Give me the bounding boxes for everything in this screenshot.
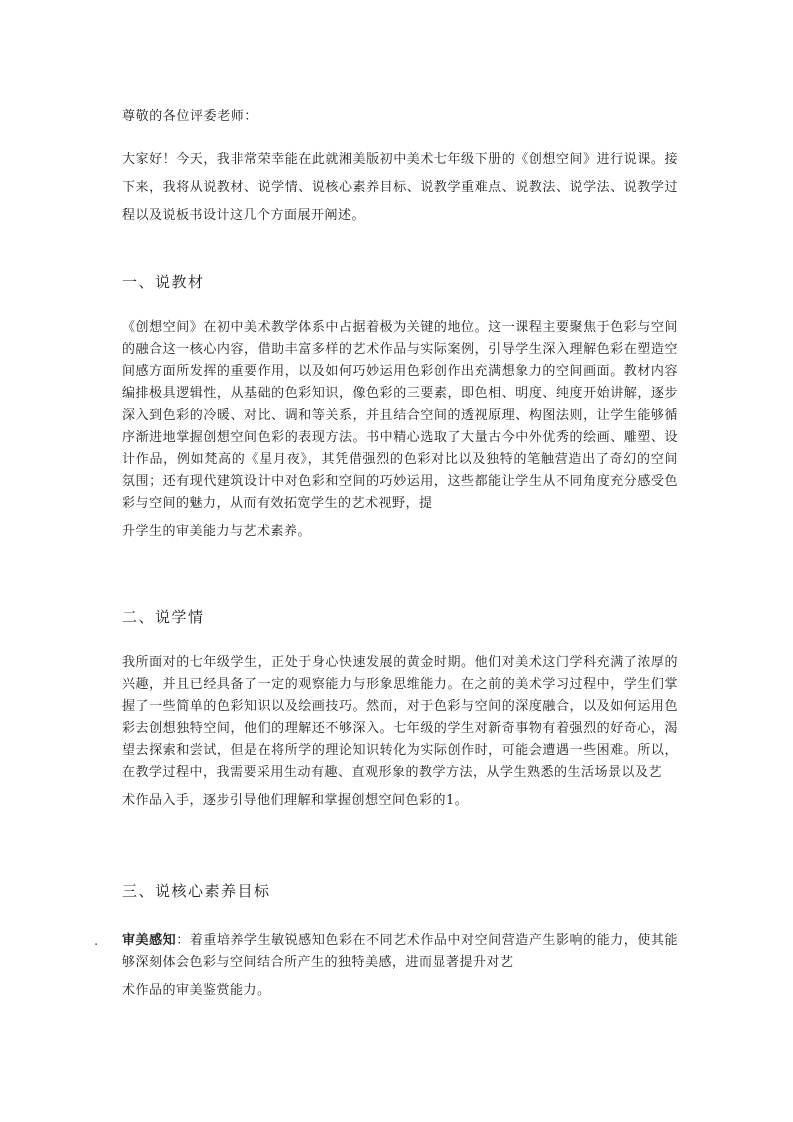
section-heading-textbook: 一、说教材 (122, 273, 205, 291)
intro-paragraph: 大家好！今天，我非常荣幸能在此就湘美版初中美术七年级下册的《创想空间》进行说课。接下来，我将从说教材、说学情、说核心素养目标、说教学重难点、说教法、说学法、说教学过程以及说板书设计这几个方面展开阐述。 (122, 152, 678, 223)
section-body-textbook (122, 317, 678, 543)
section-body-last-line: 术作品入手，逐步引导他们理解和掌握创想空间色彩的1。 (122, 793, 469, 808)
section-body-students (122, 652, 678, 812)
list-item-aesthetic-perception (122, 930, 678, 1002)
section-body-text: 《创想空间》在初中美术教学体系中占据着极为关键的地位。这一课程主要聚焦于色彩与空间的融合这一核心内容，借助丰富多样的艺术作品与实际案例，引导学生深入理解色彩在塑造空间感方面所发挥的重要作用，以及如何巧妙运用色彩创作出充满想象力的空间画面。教材内容编排极具逻辑性，从基础的色彩知识，像色彩的三要素，即色相、明度、纯度开始讲解，逐步深入到色彩的冷暖、对比、调和等关系，并且结合空间的透视原理、构图法则，让学生能够循序渐进地掌握创想空间色彩的表现方法。书中精心选取了大量古今中外优秀的绘画、雕塑、设计作品，例如梵高的《星月夜》，其凭借强烈的色彩对比以及独特的笔触营造出了奇幻的空间氛围；还有现代建筑设计中对色彩和空间的巧妙运用，这些都能让学生从不同角度充分感受色彩与空间的魅力，从而有效拓宽学生的艺术视野，提 (122, 320, 678, 511)
list-bullet: . (94, 934, 99, 949)
list-item-text: ：着重培养学生敏锐感知色彩在不同艺术作品中对空间营造产生影响的能力，使其能够深刻体会色彩与空间结合所产生的独特美感，进而显著提升对艺 (122, 933, 678, 970)
section-body-text: 我所面对的七年级学生，正处于身心快速发展的黄金时期。他们对美术这门学科充满了浓厚的兴趣，并且已经具备了一定的观察能力与形象思维能力。在之前的美术学习过程中，学生们掌握了一些简单的色彩知识以及绘画技巧。然而，对于色彩与空间的深度融合，以及如何运用色彩去创想独特空间，他们的理解还不够深入。七年级的学生对新奇事物有着强烈的好奇心，渴望去探索和尝试，但是在将所学的理论知识转化为实际创作时，可能会遭遇一些困难。所以，在教学过程中，我需要采用生动有趣、直观形象的教学方法，从学生熟悉的生活场景以及艺 (122, 655, 678, 780)
section-heading-students: 二、说学情 (122, 608, 205, 626)
section-body-last-line: 升学生的审美能力与艺术素养。 (122, 524, 312, 539)
section-heading-core-goals: 三、说核心素养目标 (122, 882, 271, 900)
salutation: 尊敬的各位评委老师： (122, 109, 259, 124)
list-item-last-line: 术作品的审美鉴赏能力。 (122, 983, 271, 998)
list-item-label: 审美感知 (122, 933, 177, 948)
